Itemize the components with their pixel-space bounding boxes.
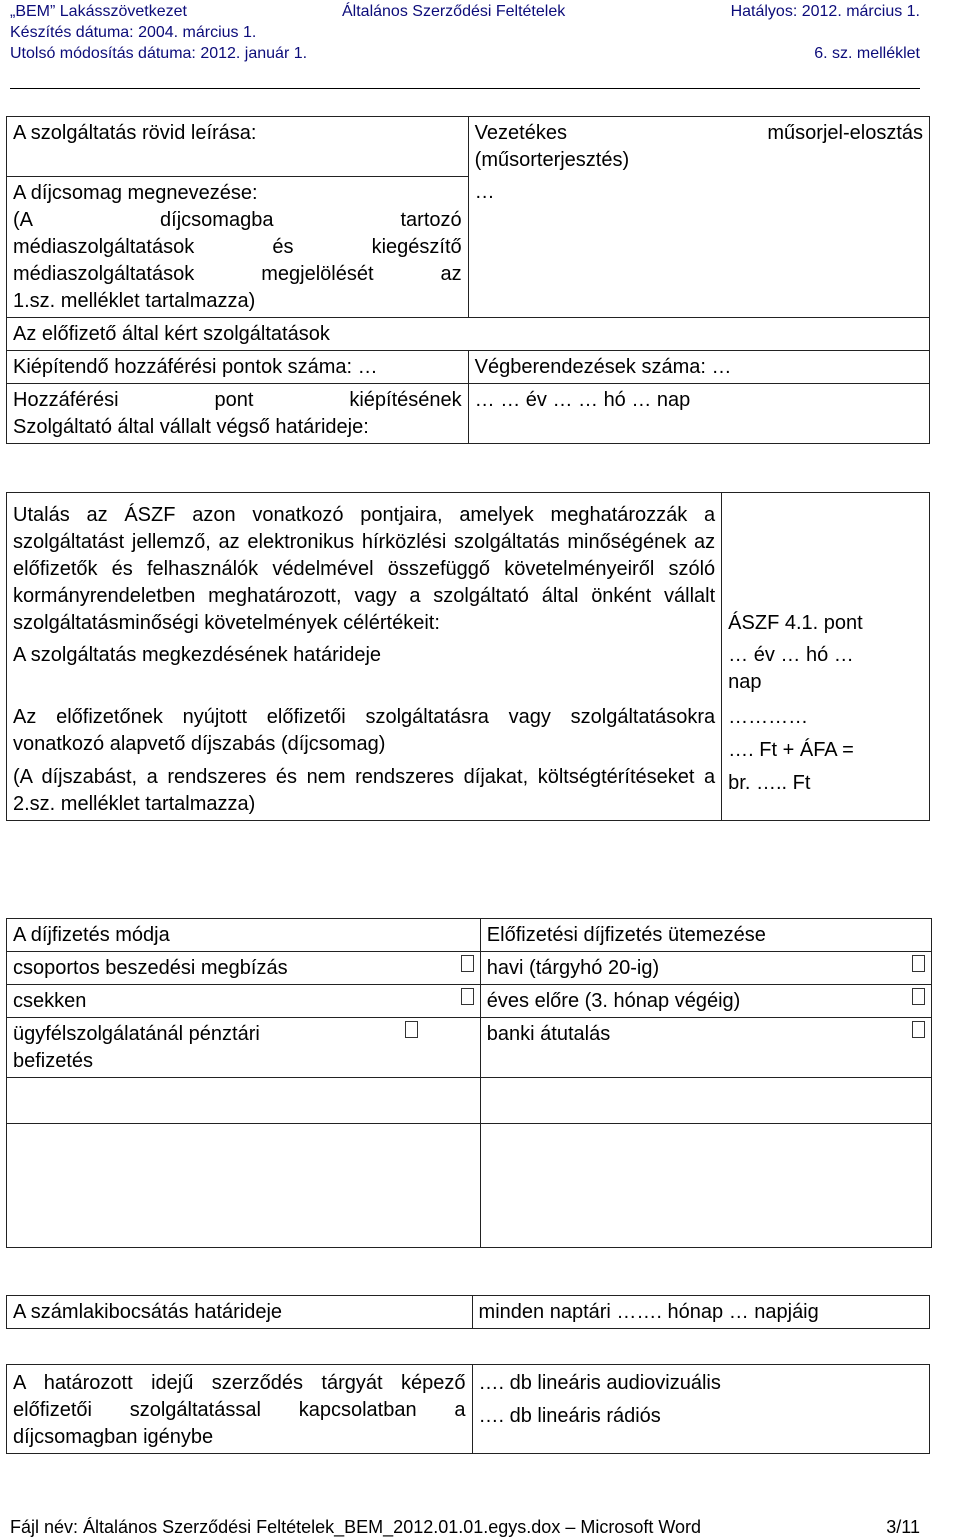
package-note-word: és bbox=[272, 235, 294, 258]
payment-option-row bbox=[7, 952, 932, 985]
access-points-label: Kiépítendő hozzáférési pontok száma: … bbox=[7, 350, 469, 383]
requested-services-label: Az előfizető által kért szolgáltatások bbox=[7, 317, 930, 350]
package-name-row bbox=[7, 176, 930, 317]
checkbox-icon[interactable] bbox=[461, 955, 474, 972]
package-note-word: médiaszolgáltatások bbox=[13, 262, 195, 285]
quality-table bbox=[6, 492, 930, 821]
fixed-term-table bbox=[6, 1364, 930, 1454]
fixed-term-value-l2: …. db lineáris rádiós bbox=[478, 1405, 661, 1427]
header-modified-date: Utolsó módosítás dátuma: 2012. január 1. bbox=[10, 45, 308, 62]
fixed-term-row bbox=[7, 1365, 930, 1454]
package-note-word: kiegészítő bbox=[371, 235, 462, 258]
payment-schedule-header: Előfizetési díjfizetés ütemezése bbox=[480, 919, 931, 952]
header-divider bbox=[10, 88, 920, 89]
invoice-deadline-label: A számlakibocsátás határideje bbox=[7, 1296, 473, 1329]
start-deadline-label: A szolgáltatás megkezdésének határideje bbox=[7, 639, 722, 698]
deadline-value: … … év … … hó … nap bbox=[468, 383, 929, 443]
header-created-date: Készítés dátuma: 2004. március 1. bbox=[10, 24, 257, 41]
payment-schedule-label: banki átutalás bbox=[486, 1023, 611, 1045]
header-doc-title: Általános Szerződési Feltételek bbox=[342, 3, 566, 20]
checkbox-icon[interactable] bbox=[912, 955, 925, 972]
pricing-text-a: Az előfizetőnek nyújtott előfizetői szolgáltatásra vagy szolgáltatásokra vonatkozó alapvető díjszabás (díjcsomag) bbox=[13, 706, 716, 755]
pricing-value-l3: br. ….. Ft bbox=[728, 772, 811, 794]
access-points-row bbox=[7, 350, 930, 383]
deadline-label-word: Hozzáférési bbox=[13, 388, 119, 411]
package-note-word: megjelölését bbox=[261, 262, 374, 285]
footer-page-number: 3/11 bbox=[886, 1517, 920, 1537]
fixed-term-label: A határozott idejű szerződés tárgyát képező előfizetői szolgáltatással kapcsolatban a díjcsomagban igénybe bbox=[7, 1365, 473, 1454]
footer-filename: Fájl név: Általános Szerződési Feltételek_BEM_2012.01.01.egys.dox – Microsoft Word bbox=[10, 1517, 702, 1537]
pricing-row bbox=[7, 698, 930, 821]
requested-services-row bbox=[7, 317, 930, 350]
service-description-value-b: műsorjel-elosztás bbox=[767, 122, 923, 144]
pricing-value-l1: ………… bbox=[728, 706, 809, 728]
payment-table bbox=[6, 918, 932, 1248]
service-description-row bbox=[7, 117, 930, 177]
package-note-word: (A bbox=[13, 208, 33, 231]
payment-schedule-label: havi (tárgyhó 20-ig) bbox=[486, 957, 660, 979]
payment-empty-row bbox=[7, 1124, 932, 1248]
payment-method-label: ügyfélszolgálatánál pénztári befizetés bbox=[13, 1023, 260, 1072]
checkbox-icon[interactable] bbox=[912, 1021, 925, 1038]
payment-option-row bbox=[7, 1018, 932, 1078]
start-deadline-value-l1: … év … hó … bbox=[728, 644, 854, 666]
pricing-value-l2: …. Ft + ÁFA = bbox=[728, 739, 854, 761]
service-table bbox=[6, 116, 930, 444]
deadline-label-word: kiépítésének bbox=[349, 388, 462, 411]
payment-schedule-label: éves előre (3. hónap végéig) bbox=[486, 990, 741, 1012]
checkbox-icon[interactable] bbox=[461, 988, 474, 1005]
invoice-table bbox=[6, 1295, 930, 1329]
service-description-value-a: Vezetékes bbox=[474, 122, 567, 144]
quality-reference-value: ÁSZF 4.1. pont bbox=[722, 493, 930, 640]
payment-header-row bbox=[7, 919, 932, 952]
start-deadline-row bbox=[7, 639, 930, 698]
payment-method-header: A díjfizetés módja bbox=[7, 919, 481, 952]
terminal-devices-label: Végberendezések száma: … bbox=[468, 350, 929, 383]
pricing-text-b: (A díjszabást, a rendszeres és nem rendszeres díjakat, költségtérítéseket a 2.sz. melléklet tartalmazza) bbox=[13, 766, 716, 815]
payment-option-row bbox=[7, 985, 932, 1018]
fixed-term-value-l1: …. db lineáris audiovizuális bbox=[478, 1372, 721, 1394]
quality-reference-text: Utalás az ÁSZF azon vonatkozó pontjaira, amelyek meghatározzák a szolgáltatást jellemző, az elektronikus hírközlési szolgáltatás minőségének az előfizetők és felhasználók védelmével összefüggő követelményeiről szóló kormányrendeletben meghatározott, vagy a szolgáltató által önként vállalt szolgáltatásminőségi követelmények célértékeit: bbox=[7, 493, 722, 640]
footer bbox=[10, 1516, 920, 1538]
header-org: „BEM” Lakásszövetkezet bbox=[10, 3, 187, 20]
payment-method-label: csoportos beszedési megbízás bbox=[13, 957, 288, 979]
package-name-value: … bbox=[468, 176, 929, 317]
checkbox-icon[interactable] bbox=[405, 1021, 418, 1038]
payment-empty-row bbox=[7, 1078, 932, 1124]
checkbox-icon[interactable] bbox=[912, 988, 925, 1005]
start-deadline-value-l2: nap bbox=[728, 671, 762, 693]
package-note-word: díjcsomagba bbox=[160, 208, 274, 231]
package-note-word: az bbox=[440, 262, 462, 285]
package-note-word: médiaszolgáltatások bbox=[13, 235, 195, 258]
deadline-label-word: pont bbox=[214, 388, 254, 411]
header-annex-number: 6. sz. melléklet bbox=[814, 45, 920, 62]
invoice-row bbox=[7, 1296, 930, 1329]
package-note-last-line: 1.sz. melléklet tartalmazza) bbox=[13, 289, 256, 312]
service-description-label: A szolgáltatás rövid leírása: bbox=[7, 117, 469, 177]
service-description-value-c: (műsorterjesztés) bbox=[474, 149, 630, 171]
invoice-deadline-value: minden naptári ……. hónap … napjáig bbox=[472, 1296, 929, 1329]
payment-method-label: csekken bbox=[13, 990, 87, 1012]
deadline-label-line2: Szolgáltató által vállalt végső határideje: bbox=[13, 415, 369, 438]
package-name-label: A díjcsomag megnevezése: bbox=[13, 181, 258, 204]
package-note-word: tartozó bbox=[400, 208, 462, 231]
quality-reference-row bbox=[7, 493, 930, 640]
deadline-row bbox=[7, 383, 930, 443]
header-effective-date: Hatályos: 2012. március 1. bbox=[730, 3, 920, 20]
